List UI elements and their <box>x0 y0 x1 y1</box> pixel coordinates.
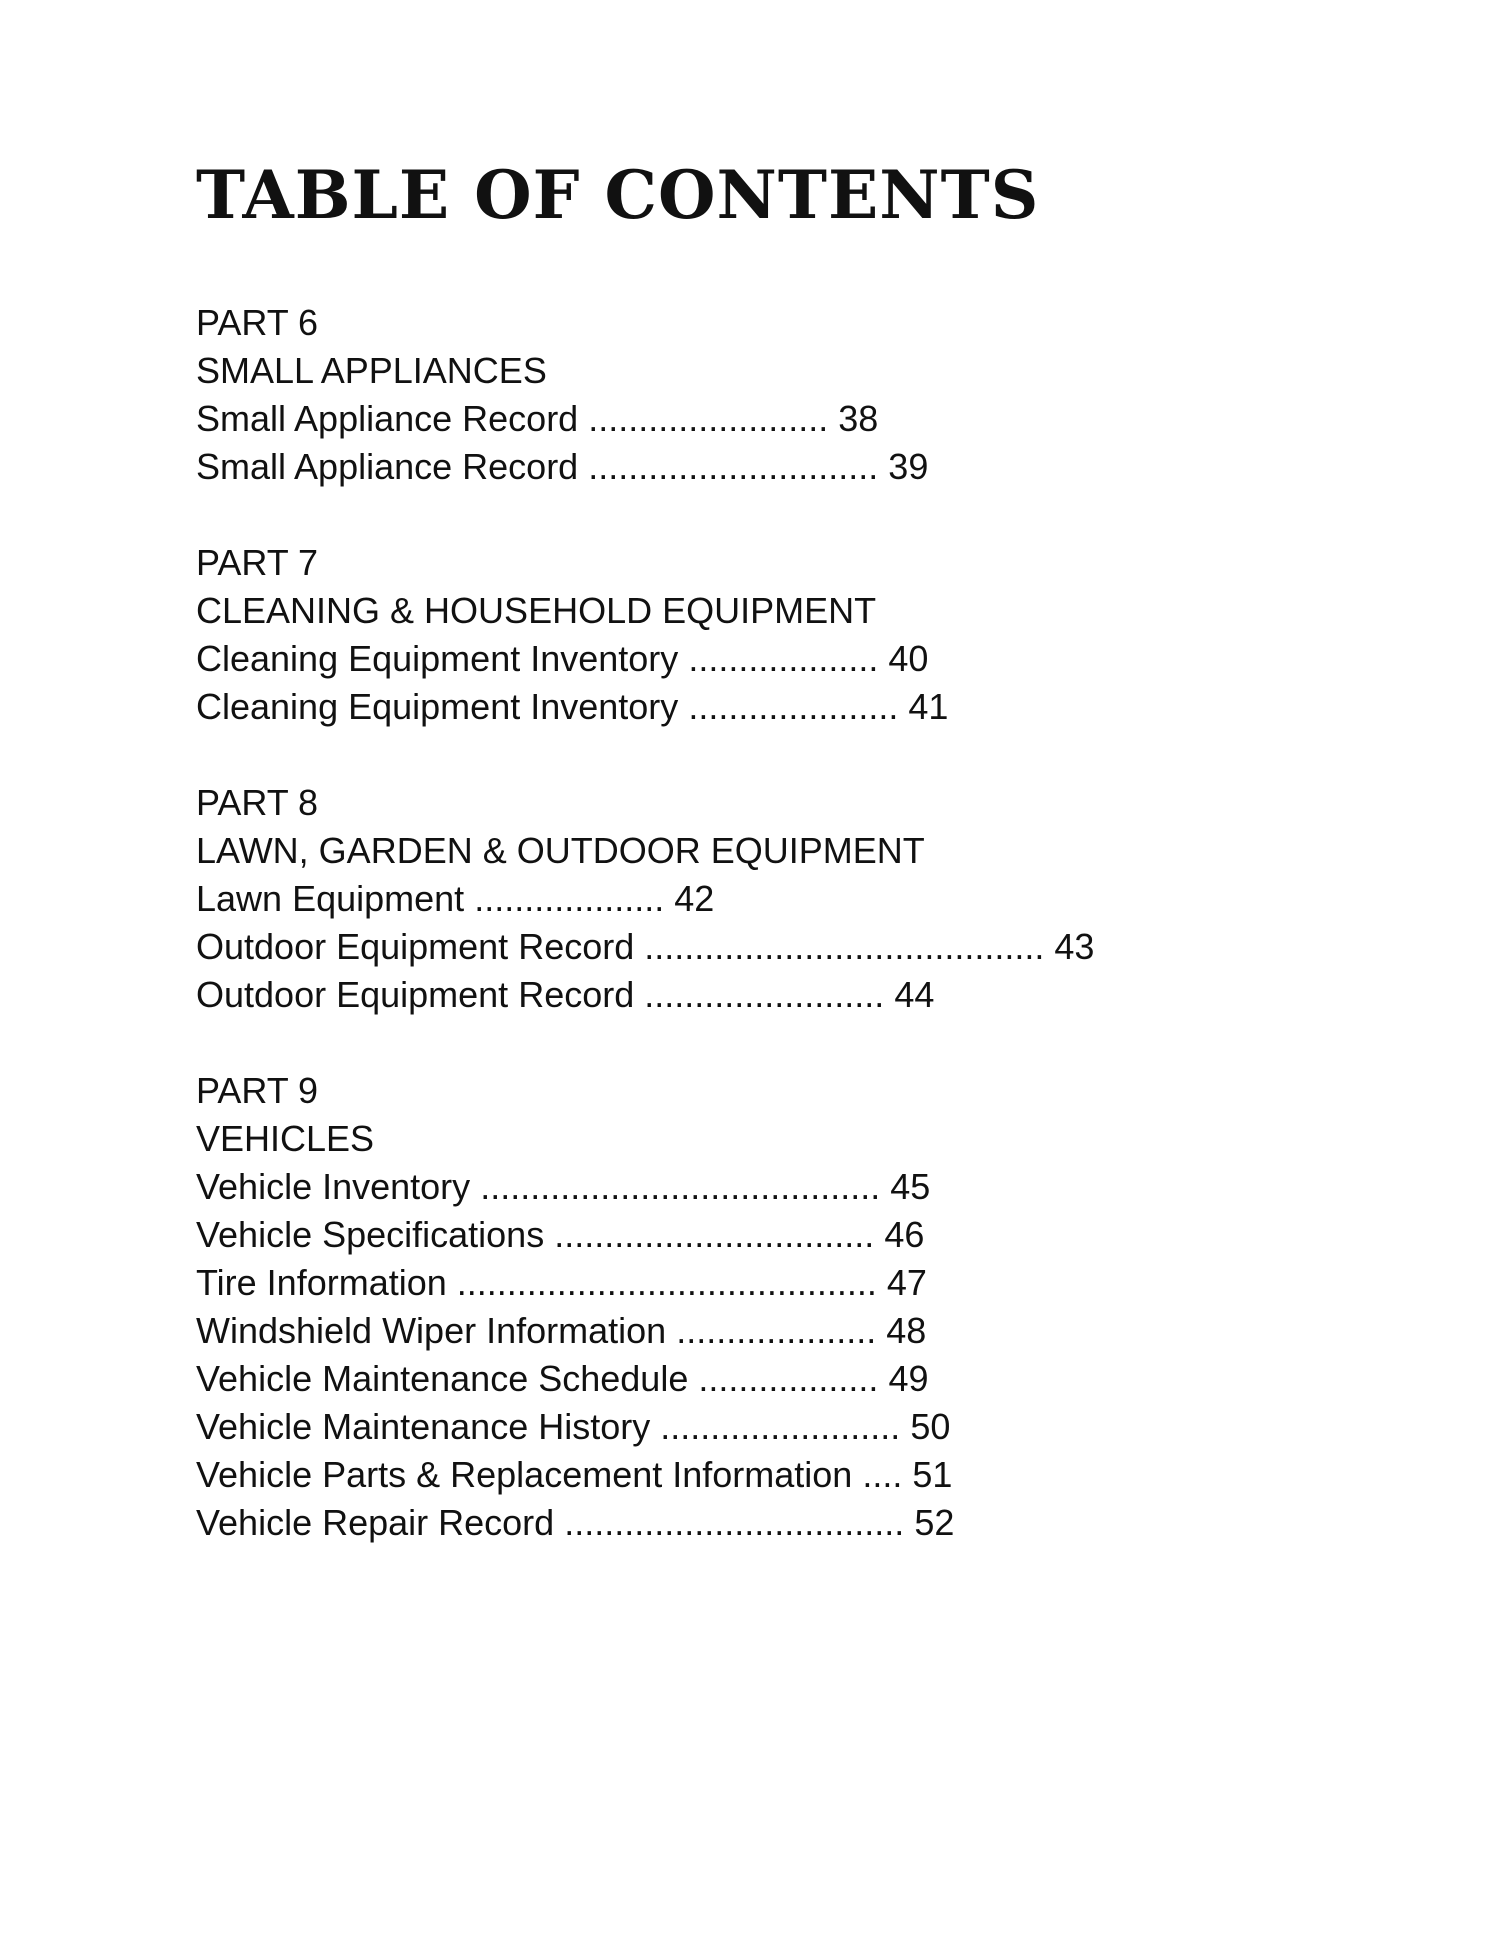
entry-label: Tire Information <box>196 1262 447 1303</box>
dot-leader: ........................ <box>588 398 829 439</box>
dot-leader: ........................................ <box>480 1166 881 1207</box>
entry-label: Vehicle Maintenance History <box>196 1406 651 1447</box>
part-number: PART 7 <box>196 542 319 583</box>
section-heading: SMALL APPLIANCES <box>196 350 547 391</box>
toc-entry[interactable] <box>196 1259 1396 1307</box>
page-number: 44 <box>894 974 935 1015</box>
page-number: 39 <box>888 446 929 487</box>
toc-entry[interactable] <box>196 1307 1396 1355</box>
toc-entry[interactable] <box>196 443 1396 491</box>
page-number: 49 <box>888 1358 929 1399</box>
page-number: 48 <box>886 1310 927 1351</box>
dot-leader: ........................ <box>644 974 885 1015</box>
entry-label: Outdoor Equipment Record <box>196 974 635 1015</box>
toc-section <box>196 539 1396 731</box>
toc-entry[interactable] <box>196 1211 1396 1259</box>
section-heading: CLEANING & HOUSEHOLD EQUIPMENT <box>196 590 877 631</box>
toc-entry[interactable] <box>196 923 1396 971</box>
toc-entry[interactable] <box>196 971 1396 1019</box>
dot-leader: ................... <box>474 878 665 919</box>
toc-sections <box>196 299 1396 1547</box>
dot-leader: ........................ <box>660 1406 901 1447</box>
toc-entry[interactable] <box>196 635 1396 683</box>
toc-entry[interactable] <box>196 395 1396 443</box>
dot-leader: ..................... <box>688 686 899 727</box>
dot-leader: .................................. <box>564 1502 905 1543</box>
dot-leader: ................................ <box>554 1214 875 1255</box>
dot-leader: ................... <box>688 638 879 679</box>
page-number: 40 <box>888 638 929 679</box>
toc-page <box>196 150 1396 1547</box>
dot-leader: .................... <box>676 1310 877 1351</box>
page-number: 50 <box>910 1406 951 1447</box>
entry-label: Vehicle Inventory <box>196 1166 471 1207</box>
entry-label: Outdoor Equipment Record <box>196 926 635 967</box>
toc-section <box>196 299 1396 491</box>
entry-label: Vehicle Parts & Replacement Information <box>196 1454 853 1495</box>
page-number: 42 <box>674 878 715 919</box>
entry-label: Cleaning Equipment Inventory <box>196 638 679 679</box>
dot-leader: .................. <box>698 1358 879 1399</box>
entry-label: Windshield Wiper Information <box>196 1310 667 1351</box>
toc-entry[interactable] <box>196 683 1396 731</box>
dot-leader: .... <box>862 1454 903 1495</box>
page-number: 51 <box>912 1454 953 1495</box>
page-number: 43 <box>1054 926 1095 967</box>
page-number: 47 <box>886 1262 927 1303</box>
entry-label: Small Appliance Record <box>196 446 579 487</box>
toc-entry[interactable] <box>196 875 1396 923</box>
page-number: 45 <box>890 1166 931 1207</box>
page-number: 41 <box>908 686 949 727</box>
toc-entry[interactable] <box>196 1451 1396 1499</box>
toc-section <box>196 779 1396 1019</box>
entry-label: Vehicle Maintenance Schedule <box>196 1358 689 1399</box>
toc-entry[interactable] <box>196 1403 1396 1451</box>
page-number: 52 <box>914 1502 955 1543</box>
entry-label: Vehicle Specifications <box>196 1214 545 1255</box>
entry-label: Small Appliance Record <box>196 398 579 439</box>
entry-label: Cleaning Equipment Inventory <box>196 686 679 727</box>
part-number: PART 6 <box>196 302 319 343</box>
dot-leader: .......................................... <box>456 1262 877 1303</box>
toc-entry[interactable] <box>196 1499 1396 1547</box>
toc-entry[interactable] <box>196 1355 1396 1403</box>
section-heading: LAWN, GARDEN & OUTDOOR EQUIPMENT <box>196 830 925 871</box>
section-heading: VEHICLES <box>196 1118 375 1159</box>
dot-leader: ........................................ <box>644 926 1045 967</box>
page-number: 38 <box>838 398 879 439</box>
dot-leader: ............................. <box>588 446 879 487</box>
toc-section <box>196 1067 1396 1547</box>
part-number: PART 9 <box>196 1070 319 1111</box>
page-number: 46 <box>884 1214 925 1255</box>
entry-label: Lawn Equipment <box>196 878 465 919</box>
part-number: PART 8 <box>196 782 319 823</box>
page-title: TABLE OF CONTENTS <box>196 156 1040 234</box>
toc-entry[interactable] <box>196 1163 1396 1211</box>
entry-label: Vehicle Repair Record <box>196 1502 555 1543</box>
